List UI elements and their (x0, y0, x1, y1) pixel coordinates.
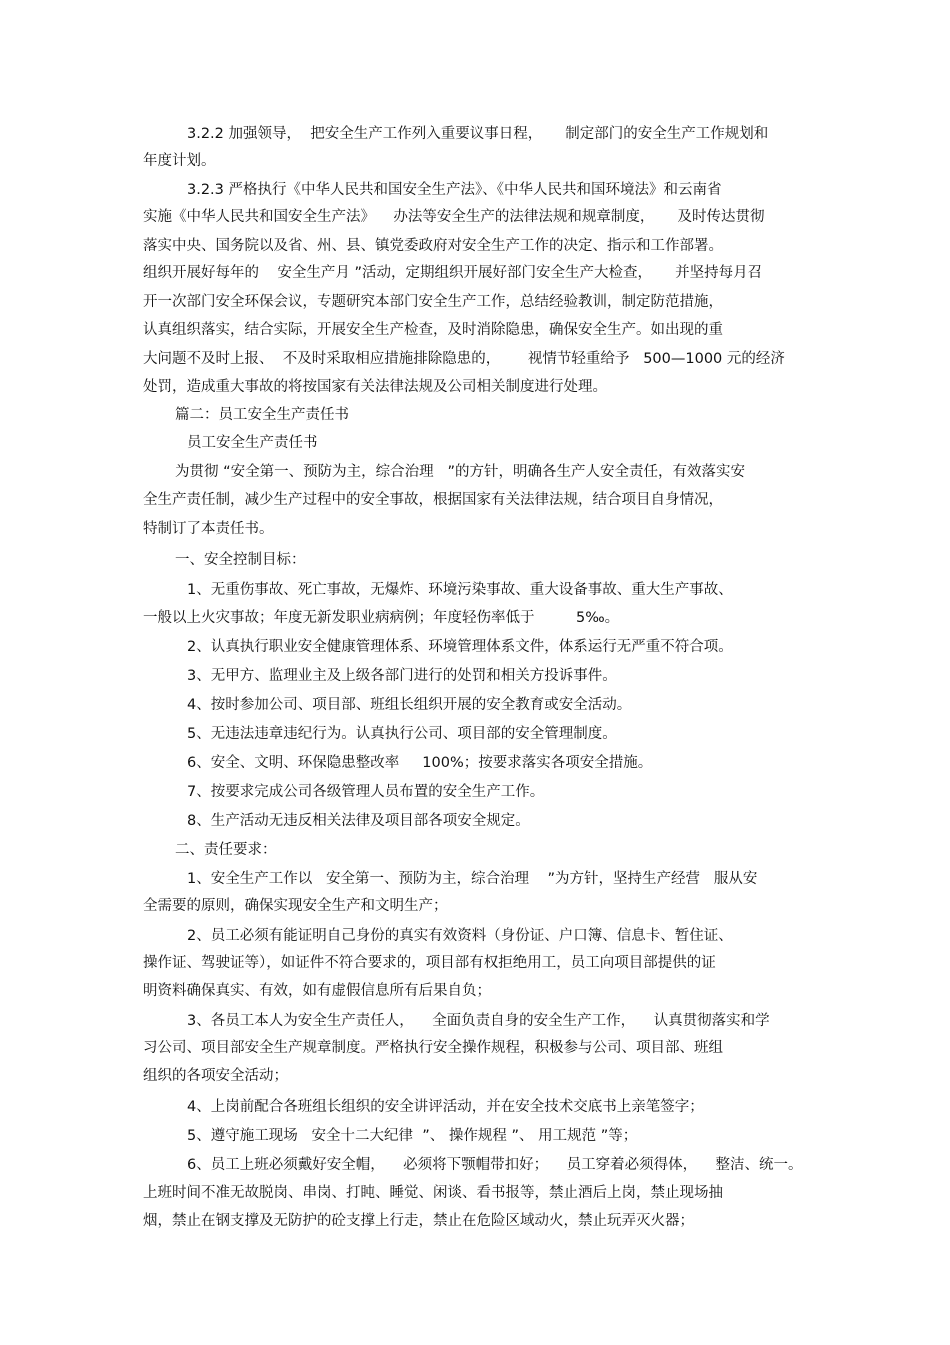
text-line: 大问题不及时上报、 不及时采取相应措施排除隐患的， 视情节轻重给予 500—1000 元的经济 (143, 351, 785, 367)
text-line: 上班时间不准无故脱岗、串岗、打盹、睡觉、闲谈、看书报等，禁止酒后上岗，禁止现场抽 (143, 1185, 723, 1201)
text-line: 开一次部门安全环保会议，专题研究本部门安全生产工作，总结经验教训，制定防范措施， (143, 294, 723, 310)
text-line: 7、按要求完成公司各级管理人员布置的安全生产工作。 (187, 784, 545, 800)
text-line: 实施《中华人民共和国安全生产法》 办法等安全生产的法律法规和规章制度， 及时传达贯彻 (143, 209, 765, 225)
text-line: 烟，禁止在钢支撑及无防护的砼支撑上行走，禁止在危险区域动火，禁止玩弄灭火器； (143, 1213, 694, 1229)
text-line: 明资料确保真实、有效，如有虚假信息所有后果自负； (143, 983, 491, 999)
text-line: 全需要的原则，确保实现安全生产和文明生产； (143, 898, 448, 914)
text-line: 3.2.2 加强领导， 把安全生产工作列入重要议事日程， 制定部门的安全生产工作规划和 (187, 126, 769, 142)
text-line: 4、上岗前配合各班组长组织的安全讲评活动，并在安全技术交底书上亲笔签字； (187, 1099, 704, 1115)
text-line: 1、安全生产工作以 安全第一、预防为主，综合治理 ”为方针，坚持生产经营 服从安 (187, 871, 758, 887)
text-line: 年度计划。 (143, 153, 216, 169)
text-line: 4、按时参加公司、项目部、班组长组织开展的安全教育或安全活动。 (187, 697, 632, 713)
text-line: 3、各员工本人为安全生产责任人， 全面负责自身的安全生产工作， 认真贯彻落实和学 (187, 1013, 770, 1029)
text-line: 组织的各项安全活动； (143, 1068, 288, 1084)
text-line: 习公司、项目部安全生产规章制度。严格执行安全操作规程，积极参与公司、项目部、班组 (143, 1040, 723, 1056)
section-heading: 篇二：员工安全生产责任书 (175, 407, 349, 423)
text-line: 2、认真执行职业安全健康管理体系、环境管理体系文件，体系运行无严重不符合项。 (187, 639, 733, 655)
text-line: 操作证、驾驶证等），如证件不符合要求的，项目部有权拒绝用工，员工向项目部提供的证 (143, 955, 716, 971)
text-line: 为贯彻 “安全第一、预防为主，综合治理 ”的方针，明确各生产人安全责任，有效落实安 (175, 464, 745, 480)
text-line: 5、遵守施工现场 安全十二大纪律 ”、 操作规程 ”、 用工规范 ”等； (187, 1128, 638, 1144)
text-line: 6、安全、文明、环保隐患整改率 100%；按要求落实各项安全措施。 (187, 755, 653, 771)
text-line: 认真组织落实，结合实际，开展安全生产检查，及时消除隐患，确保安全生产。如出现的重 (143, 322, 723, 338)
text-line: 8、生产活动无违反相关法律及项目部各项安全规定。 (187, 813, 530, 829)
text-line: 2、员工必须有能证明自己身份的真实有效资料（身份证、户口簿、信息卡、暂住证、 (187, 928, 733, 944)
section-heading: 一、安全控制目标： (175, 552, 306, 568)
section-heading: 二、责任要求： (175, 842, 277, 858)
text-line: 3.2.3 严格执行《中华人民共和国安全生产法》、《中华人民共和国环境法》和云南省 (187, 182, 722, 198)
text-line: 组织开展好每年的 安全生产月 ”活动，定期组织开展好部门安全生产大检查， 并坚持每月召 (143, 265, 763, 281)
document-title: 员工安全生产责任书 (187, 435, 318, 451)
text-line: 特制订了本责任书。 (143, 521, 274, 537)
text-line: 1、无重伤事故、死亡事故，无爆炸、环境污染事故、重大设备事故、重大生产事故、 (187, 582, 733, 598)
text-line: 处罚，造成重大事故的将按国家有关法律法规及公司相关制度进行处理。 (143, 379, 607, 395)
text-line: 6、员工上班必须戴好安全帽， 必须将下颚帽带扣好； 员工穿着必须得体， 整洁、统一。 (187, 1157, 803, 1173)
text-line: 全生产责任制，减少生产过程中的安全事故，根据国家有关法律法规，结合项目自身情况， (143, 492, 723, 508)
text-line: 3、无甲方、监理业主及上级各部门进行的处罚和相关方投诉事件。 (187, 668, 617, 684)
text-line: 一般以上火灾事故；年度无新发职业病病例；年度轻伤率低于 5‰。 (143, 610, 620, 626)
text-line: 落实中央、国务院以及省、州、县、镇党委政府对安全生产工作的决定、指示和工作部署。 (143, 238, 723, 254)
text-line: 5、无违法违章违纪行为。认真执行公司、项目部的安全管理制度。 (187, 726, 617, 742)
